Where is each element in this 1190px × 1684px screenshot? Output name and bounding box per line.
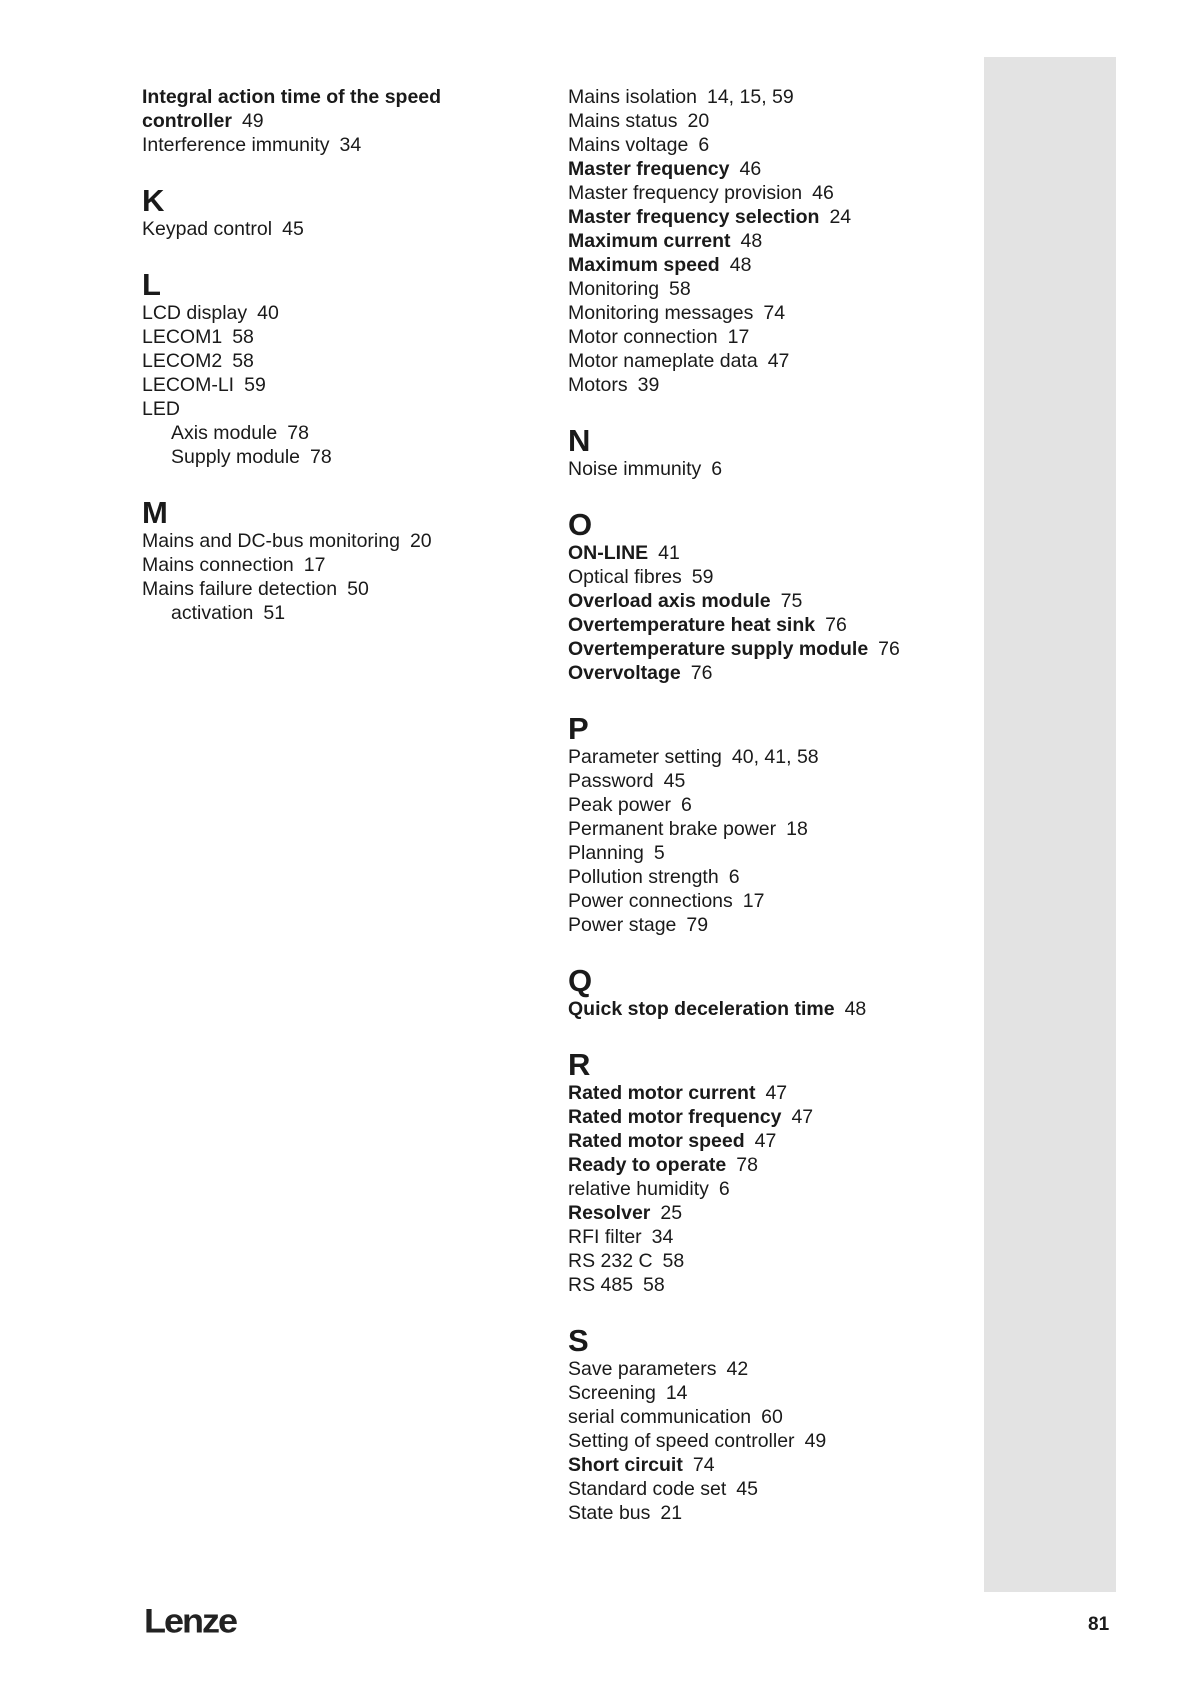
entry-pages: 45 bbox=[663, 770, 686, 792]
section-letter: S bbox=[568, 1323, 589, 1358]
entry-term: Rated motor speed bbox=[568, 1130, 745, 1152]
entry-term: Password bbox=[568, 770, 654, 792]
index-entry bbox=[142, 325, 542, 349]
entry-term: RS 485 bbox=[568, 1274, 634, 1296]
index-entry bbox=[568, 1105, 968, 1129]
index-entry bbox=[568, 181, 968, 205]
index-entry bbox=[568, 457, 968, 481]
entry-term: controller bbox=[142, 110, 232, 132]
entry-term: Interference immunity bbox=[142, 134, 330, 156]
entry-term: Integral action time of the speed bbox=[142, 86, 442, 108]
index-entry bbox=[142, 349, 542, 373]
entry-pages: 78 bbox=[310, 446, 332, 468]
index-entry bbox=[568, 997, 968, 1021]
entry-pages: 50 bbox=[347, 578, 369, 600]
entry-pages: 6 bbox=[728, 866, 740, 888]
entry-pages: 6 bbox=[718, 1178, 730, 1200]
entry-term: Supply module bbox=[171, 446, 300, 468]
index-section bbox=[568, 709, 968, 937]
entry-pages: 34 bbox=[651, 1226, 674, 1248]
entry-pages: 6 bbox=[680, 794, 692, 816]
entry-pages: 25 bbox=[660, 1202, 683, 1224]
index-entry bbox=[568, 1477, 968, 1501]
entry-term: Maximum speed bbox=[568, 254, 720, 276]
section-letter: P bbox=[568, 711, 589, 746]
entry-term: Pollution strength bbox=[568, 866, 719, 888]
index-entry bbox=[568, 325, 968, 349]
index-entry bbox=[568, 541, 968, 565]
entry-term: Resolver bbox=[568, 1202, 651, 1224]
entry-term: Mains voltage bbox=[568, 134, 689, 156]
page-number: 81 bbox=[1088, 1614, 1110, 1635]
entry-pages: 34 bbox=[339, 134, 362, 156]
entry-pages: 60 bbox=[761, 1406, 783, 1428]
index-entry bbox=[568, 613, 968, 637]
entry-term: Keypad control bbox=[142, 218, 273, 240]
grey-sidebar bbox=[984, 57, 1116, 1592]
entry-pages: 17 bbox=[742, 890, 765, 912]
index-entry bbox=[142, 373, 542, 397]
index-entry bbox=[568, 277, 968, 301]
entry-pages: 47 bbox=[767, 350, 790, 372]
entry-pages: 48 bbox=[844, 998, 867, 1020]
entry-pages: 48 bbox=[740, 230, 763, 252]
entry-term: Motor nameplate data bbox=[568, 350, 758, 372]
entry-pages: 49 bbox=[241, 110, 264, 132]
entry-pages: 6 bbox=[711, 458, 723, 480]
index-entry bbox=[568, 769, 968, 793]
index-entry bbox=[568, 1249, 968, 1273]
index-entry bbox=[568, 157, 968, 181]
entry-term: LECOM1 bbox=[142, 326, 223, 348]
entry-term: Overtemperature supply module bbox=[568, 638, 869, 660]
entry-pages: 42 bbox=[726, 1358, 749, 1380]
index-entry bbox=[142, 301, 542, 325]
entry-term: relative humidity bbox=[568, 1178, 709, 1200]
entry-term: activation bbox=[171, 602, 254, 624]
entry-term: Maximum current bbox=[568, 230, 731, 252]
entry-term: RFI filter bbox=[568, 1226, 642, 1248]
index-entry bbox=[568, 661, 968, 685]
entry-pages: 59 bbox=[691, 566, 714, 588]
index-entry bbox=[142, 445, 542, 469]
index-entry bbox=[568, 349, 968, 373]
section-letter: N bbox=[568, 423, 591, 458]
section-letter: R bbox=[568, 1047, 591, 1082]
index-section bbox=[568, 505, 968, 685]
entry-pages: 58 bbox=[232, 350, 254, 372]
entry-term: Motors bbox=[568, 374, 628, 396]
entry-term: Parameter setting bbox=[568, 746, 722, 768]
entry-pages: 20 bbox=[409, 530, 432, 552]
index-section bbox=[142, 265, 542, 469]
entry-pages: 40, 41, 58 bbox=[731, 746, 819, 768]
entry-pages: 74 bbox=[763, 302, 786, 324]
index-entry bbox=[568, 565, 968, 589]
index-entry bbox=[568, 1357, 968, 1381]
index-entry bbox=[568, 889, 968, 913]
index-column-right bbox=[568, 85, 968, 1525]
entry-pages: 58 bbox=[662, 1250, 685, 1272]
index-entry bbox=[568, 1273, 968, 1297]
entry-pages: 41 bbox=[658, 542, 680, 564]
entry-term: Mains isolation bbox=[568, 86, 697, 108]
entry-term: Monitoring bbox=[568, 278, 660, 300]
entry-term: Power connections bbox=[568, 890, 733, 912]
index-section bbox=[568, 421, 968, 481]
entry-term: Save parameters bbox=[568, 1358, 717, 1380]
entry-pages: 24 bbox=[829, 206, 852, 228]
section-letter: Q bbox=[568, 963, 593, 998]
index-entry bbox=[142, 601, 542, 625]
entry-term: RS 232 C bbox=[568, 1250, 653, 1272]
entry-pages: 40 bbox=[257, 302, 279, 324]
entry-term: Screening bbox=[568, 1382, 656, 1404]
index-entry bbox=[568, 1129, 968, 1153]
index-entry bbox=[142, 133, 542, 157]
entry-pages: 47 bbox=[754, 1130, 777, 1152]
index-entry bbox=[568, 841, 968, 865]
entry-term: Power stage bbox=[568, 914, 677, 936]
index-entry bbox=[142, 109, 542, 133]
index-entry bbox=[568, 793, 968, 817]
entry-pages: 18 bbox=[786, 818, 808, 840]
index-entry bbox=[568, 301, 968, 325]
index-section bbox=[568, 961, 968, 1021]
entry-pages: 58 bbox=[669, 278, 691, 300]
entry-pages: 59 bbox=[244, 374, 266, 396]
index-entry bbox=[142, 421, 542, 445]
index-entry bbox=[568, 817, 968, 841]
entry-pages: 46 bbox=[812, 182, 834, 204]
entry-pages: 14, 15, 59 bbox=[706, 86, 794, 108]
index-entry bbox=[142, 553, 542, 577]
entry-pages: 17 bbox=[303, 554, 326, 576]
entry-term: LECOM-LI bbox=[142, 374, 235, 396]
index-entry bbox=[142, 529, 542, 553]
entry-term: Overload axis module bbox=[568, 590, 771, 612]
entry-pages: 78 bbox=[736, 1154, 758, 1176]
entry-term: Quick stop deceleration time bbox=[568, 998, 835, 1020]
section-letter: M bbox=[142, 495, 168, 530]
index-entry bbox=[568, 1201, 968, 1225]
entry-pages: 17 bbox=[727, 326, 750, 348]
index-entry bbox=[568, 1381, 968, 1405]
lenze-logo: Lenze bbox=[144, 1601, 237, 1640]
entry-term: Motor connection bbox=[568, 326, 718, 348]
entry-term: ON-LINE bbox=[568, 542, 649, 564]
index-entry bbox=[142, 577, 542, 601]
entry-term: Permanent brake power bbox=[568, 818, 777, 840]
entry-pages: 39 bbox=[637, 374, 660, 396]
index-entry bbox=[568, 229, 968, 253]
entry-pages: 76 bbox=[825, 614, 847, 636]
entry-pages: 47 bbox=[791, 1106, 814, 1128]
index-entry bbox=[568, 373, 968, 397]
index-entry bbox=[568, 1501, 968, 1525]
entry-term: LED bbox=[142, 398, 180, 420]
entry-term: Noise immunity bbox=[568, 458, 702, 480]
entry-pages: 14 bbox=[665, 1382, 688, 1404]
entry-pages: 5 bbox=[653, 842, 665, 864]
entry-term: Mains failure detection bbox=[142, 578, 338, 600]
entry-term: Mains connection bbox=[142, 554, 294, 576]
entry-term: Planning bbox=[568, 842, 644, 864]
entry-term: Overtemperature heat sink bbox=[568, 614, 816, 636]
index-entry bbox=[568, 1453, 968, 1477]
entry-term: Axis module bbox=[171, 422, 278, 444]
section-letter: L bbox=[142, 267, 161, 302]
entry-pages: 58 bbox=[643, 1274, 665, 1296]
entry-term: Overvoltage bbox=[568, 662, 681, 684]
index-entry bbox=[142, 85, 542, 109]
index-entry bbox=[568, 133, 968, 157]
entry-term: Optical fibres bbox=[568, 566, 682, 588]
entry-term: Standard code set bbox=[568, 1478, 727, 1500]
entry-pages: 51 bbox=[263, 602, 286, 624]
entry-pages: 45 bbox=[736, 1478, 758, 1500]
entry-term: Short circuit bbox=[568, 1454, 683, 1476]
entry-term: Master frequency bbox=[568, 158, 730, 180]
index-section bbox=[568, 1045, 968, 1297]
section-letter: K bbox=[142, 183, 165, 218]
index-entry bbox=[568, 1153, 968, 1177]
index-entry bbox=[568, 1081, 968, 1105]
entry-pages: 58 bbox=[232, 326, 254, 348]
entry-term: LECOM2 bbox=[142, 350, 223, 372]
index-column-left bbox=[142, 85, 542, 625]
index-entry bbox=[568, 1177, 968, 1201]
index-entry bbox=[568, 1405, 968, 1429]
entry-term: serial communication bbox=[568, 1406, 752, 1428]
index-entry bbox=[142, 217, 542, 241]
index-entry bbox=[568, 253, 968, 277]
index-entry bbox=[568, 589, 968, 613]
entry-pages: 47 bbox=[765, 1082, 788, 1104]
entry-term: Peak power bbox=[568, 794, 671, 816]
entry-pages: 78 bbox=[287, 422, 309, 444]
entry-pages: 46 bbox=[739, 158, 762, 180]
entry-pages: 76 bbox=[878, 638, 900, 660]
index-entry bbox=[568, 85, 968, 109]
index-entry bbox=[568, 745, 968, 769]
entry-term: Rated motor current bbox=[568, 1082, 756, 1104]
entry-pages: 48 bbox=[729, 254, 752, 276]
index-section bbox=[568, 1321, 968, 1525]
entry-term: Master frequency selection bbox=[568, 206, 820, 228]
index-section bbox=[142, 181, 542, 241]
entry-term: Rated motor frequency bbox=[568, 1106, 782, 1128]
index-entry bbox=[568, 205, 968, 229]
index-entry bbox=[568, 109, 968, 133]
index-section bbox=[142, 493, 542, 625]
entry-pages: 49 bbox=[804, 1430, 827, 1452]
index-entry bbox=[568, 1225, 968, 1249]
index-entry bbox=[568, 1429, 968, 1453]
index-section bbox=[142, 85, 542, 157]
entry-term: State bus bbox=[568, 1502, 651, 1524]
entry-pages: 79 bbox=[686, 914, 709, 936]
section-letter: O bbox=[568, 507, 593, 542]
entry-term: LCD display bbox=[142, 302, 248, 324]
entry-pages: 75 bbox=[780, 590, 803, 612]
entry-term: Master frequency provision bbox=[568, 182, 803, 204]
index-entry bbox=[568, 865, 968, 889]
entry-pages: 20 bbox=[687, 110, 710, 132]
index-entry bbox=[568, 637, 968, 661]
entry-pages: 21 bbox=[660, 1502, 683, 1524]
entry-term: Ready to operate bbox=[568, 1154, 727, 1176]
entry-term: Mains status bbox=[568, 110, 678, 132]
entry-pages: 6 bbox=[698, 134, 710, 156]
index-entry bbox=[568, 913, 968, 937]
entry-pages: 74 bbox=[692, 1454, 715, 1476]
entry-term: Mains and DC-bus monitoring bbox=[142, 530, 400, 552]
index-section bbox=[568, 85, 968, 397]
entry-pages: 76 bbox=[690, 662, 713, 684]
entry-term: Monitoring messages bbox=[568, 302, 754, 324]
index-entry bbox=[142, 397, 542, 421]
entry-term: Setting of speed controller bbox=[568, 1430, 795, 1452]
entry-pages: 45 bbox=[282, 218, 304, 240]
